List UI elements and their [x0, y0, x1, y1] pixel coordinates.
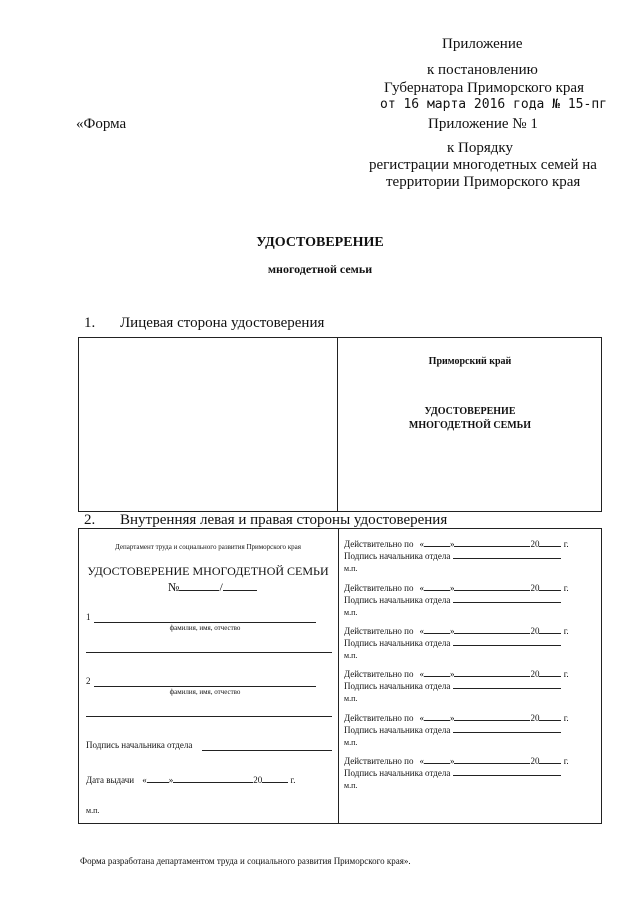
- validity-mp: м.п.: [344, 651, 358, 660]
- validity-sign-row: Подпись начальника отдела: [344, 638, 561, 648]
- validity-mp: м.п.: [344, 738, 358, 747]
- left-sign-label: Подпись начальника отдела: [86, 740, 193, 750]
- inner-cert-number: [168, 580, 257, 595]
- validity-date-row: Действительно по « » 20 г.: [344, 626, 569, 636]
- left-sign-line: [202, 750, 332, 751]
- validity-label: Действительно по: [344, 669, 414, 679]
- header-to-decree: к постановлению: [427, 62, 538, 78]
- validity-mp: м.п.: [344, 564, 358, 573]
- row2-fio-line: [94, 686, 316, 687]
- row1-fio-caption: фамилия, имя, отчество: [169, 624, 241, 632]
- header-to-order: к Порядку: [447, 140, 513, 156]
- row2-fio-caption: фамилия, имя, отчество: [169, 688, 241, 696]
- issue-date: Дата выдачи « » 20 г.: [86, 775, 296, 785]
- row1-extra-line: [86, 652, 332, 653]
- left-mp: м.п.: [86, 806, 100, 815]
- row1-fio-line: [94, 622, 316, 623]
- document-title: УДОСТОВЕРЕНИЕ: [256, 235, 384, 250]
- validity-date-row: Действительно по « » 20 г.: [344, 583, 569, 593]
- header-forma: «Форма: [76, 116, 127, 132]
- row1-number: 1: [86, 612, 91, 622]
- validity-sign-row: Подпись начальника отдела: [344, 595, 561, 605]
- row2-number: 2: [86, 676, 91, 686]
- front-cert-line1: УДОСТОВЕРЕНИЕ: [424, 406, 516, 417]
- header-appendix-1: Приложение № 1: [428, 116, 538, 132]
- number-slash: /: [219, 580, 223, 594]
- front-cert-line2: МНОГОДЕТНОЙ СЕМЬИ: [408, 420, 532, 431]
- validity-label: Действительно по: [344, 626, 414, 636]
- validity-sign-row: Подпись начальника отдела: [344, 725, 561, 735]
- validity-date-row: Действительно по « » 20 г.: [344, 539, 569, 549]
- validity-date-row: Действительно по « » 20 г.: [344, 756, 569, 766]
- validity-label: Действительно по: [344, 539, 414, 549]
- header-territory: территории Приморского края: [386, 174, 581, 190]
- validity-mp: м.п.: [344, 781, 358, 790]
- number-sign: №: [168, 580, 180, 594]
- section1-number: 1.: [84, 315, 96, 331]
- section1-label: Лицевая сторона удостоверения: [120, 315, 325, 331]
- section2-label: Внутренняя левая и правая стороны удостоверения: [120, 512, 448, 528]
- issue-label: Дата выдачи: [86, 775, 135, 785]
- row2-extra-line: [86, 716, 332, 717]
- inner-side-divider: [338, 528, 339, 824]
- validity-label: Действительно по: [344, 756, 414, 766]
- header-governor: Губернатора Приморского края: [384, 80, 584, 96]
- validity-sign-row: Подпись начальника отдела: [344, 551, 561, 561]
- inner-cert-title: УДОСТОВЕРЕНИЕ МНОГОДЕТНОЙ СЕМЬИ: [87, 564, 329, 578]
- inner-dept: Департамент труда и социального развития Приморского края: [115, 543, 301, 551]
- validity-mp: м.п.: [344, 694, 358, 703]
- validity-date-row: Действительно по « » 20 г.: [344, 669, 569, 679]
- header-appendix: Приложение: [442, 36, 523, 52]
- validity-date-row: Действительно по « » 20 г.: [344, 713, 569, 723]
- document-subtitle: многодетной семьи: [267, 262, 373, 276]
- footer-note: Форма разработана департаментом труда и социального развития Приморского края».: [80, 856, 411, 866]
- validity-sign-row: Подпись начальника отдела: [344, 768, 561, 778]
- front-region: Приморский край: [428, 356, 512, 367]
- validity-label: Действительно по: [344, 583, 414, 593]
- validity-mp: м.п.: [344, 608, 358, 617]
- validity-sign-row: Подпись начальника отдела: [344, 681, 561, 691]
- section2-number: 2.: [84, 512, 96, 528]
- header-decree-date: от 16 марта 2016 года № 15-пг: [380, 97, 607, 112]
- validity-label: Действительно по: [344, 713, 414, 723]
- header-registration: регистрации многодетных семей на: [369, 157, 597, 173]
